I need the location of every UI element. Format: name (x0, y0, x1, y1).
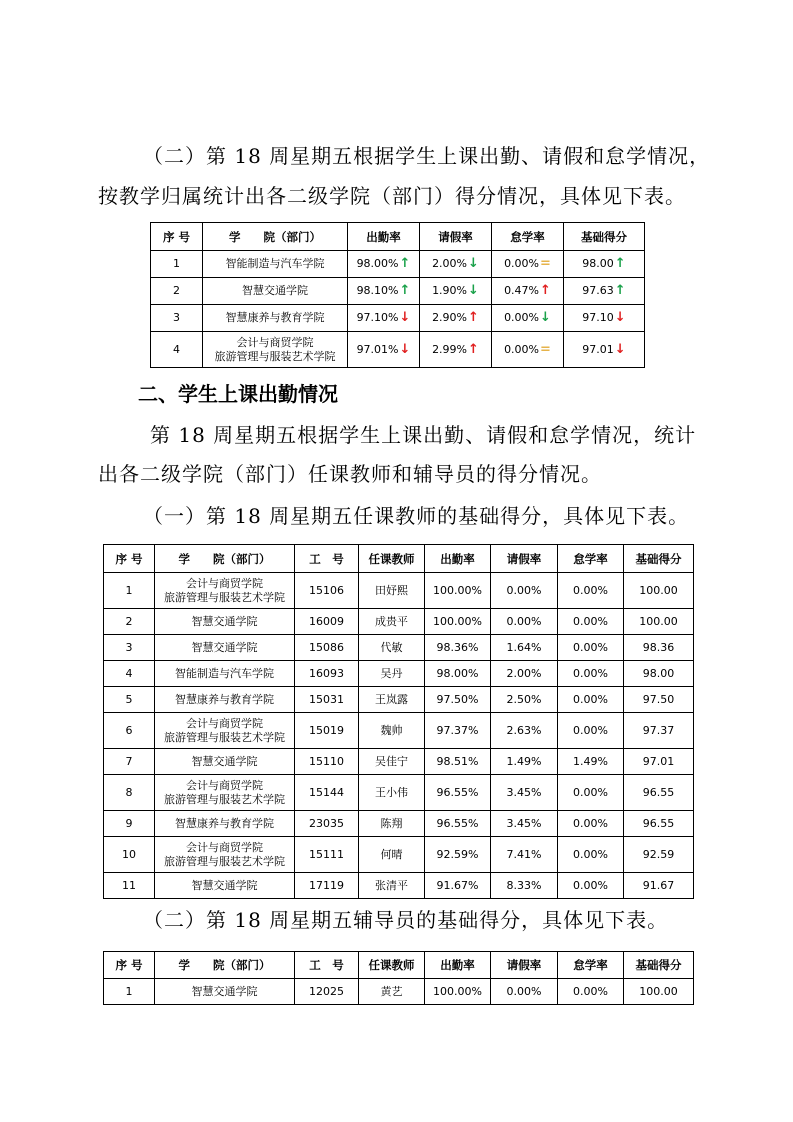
row-number: 3 (104, 635, 155, 661)
row-number: 1 (104, 573, 155, 609)
table-row (104, 749, 694, 775)
truancy-rate: 1.49% (558, 749, 624, 775)
attendance-rate: 98.00% (425, 661, 491, 687)
table3-header-cell: 任课教师 (359, 952, 425, 979)
college-cell (155, 635, 295, 661)
truancy-rate-value: 0.00% (504, 311, 540, 324)
row-number: 3 (151, 305, 203, 332)
truancy-rate: 0.00% (558, 837, 624, 873)
staff-id: 15144 (295, 775, 359, 811)
base-score-value: 97.10 (582, 311, 614, 324)
leave-rate (420, 332, 492, 368)
leave-rate: 8.33% (491, 873, 558, 899)
attendance-rate: 96.55% (425, 811, 491, 837)
arrow-up-icon: ↑ (399, 283, 411, 298)
arrow-up-icon: ↑ (399, 256, 411, 271)
truancy-rate: 0.00% (558, 687, 624, 713)
table3-header-cell: 出勤率 (425, 952, 491, 979)
attendance-rate-value: 98.00% (356, 257, 399, 270)
table2-header-cell: 怠学率 (558, 545, 624, 573)
attendance-rate: 97.50% (425, 687, 491, 713)
college-name: 智慧康养与教育学院 (175, 816, 274, 830)
arrow-up-icon: ↑ (468, 341, 479, 357)
college-cell (155, 661, 295, 687)
college-name: 会计与商贸学院 (186, 576, 263, 590)
row-number: 10 (104, 837, 155, 873)
counselor-score-table (103, 951, 694, 1005)
base-score: 91.67 (624, 873, 694, 899)
row-number: 2 (151, 278, 203, 305)
leave-rate: 0.00% (491, 609, 558, 635)
paragraph-teacher-intro: （一）第 18 周星期五任课教师的基础得分，具体见下表。 (143, 504, 690, 528)
arrow-up-icon: ↑ (540, 283, 551, 298)
teacher-name: 何晴 (359, 837, 425, 873)
table-row (151, 251, 645, 278)
arrow-up-icon: ↑ (468, 310, 479, 325)
base-score: 92.59 (624, 837, 694, 873)
college-cell (155, 573, 295, 609)
base-score (564, 332, 645, 368)
staff-id: 16009 (295, 609, 359, 635)
equal-icon: = (540, 341, 551, 357)
college-cell (155, 775, 295, 811)
row-number: 7 (104, 749, 155, 775)
table-row (104, 573, 694, 609)
attendance-rate (348, 251, 420, 278)
table3-header-cell: 基础得分 (624, 952, 694, 979)
base-score-value: 98.00 (582, 257, 614, 270)
base-score-value: 97.01 (582, 342, 614, 356)
row-number: 2 (104, 609, 155, 635)
paragraph-intro-line2: 按教学归属统计出各二级学院（部门）得分情况，具体见下表。 (98, 184, 686, 208)
leave-rate-value: 2.00% (432, 257, 468, 270)
college-cell (155, 687, 295, 713)
table2-header-cell: 序 号 (104, 545, 155, 573)
leave-rate: 0.00% (491, 573, 558, 609)
arrow-up-icon: ↑ (614, 283, 626, 298)
base-score: 97.01 (624, 749, 694, 775)
table1-header-cell: 学 院（部门） (203, 223, 348, 251)
staff-id: 17119 (295, 873, 359, 899)
staff-id: 23035 (295, 811, 359, 837)
table1-header-cell: 基础得分 (564, 223, 645, 251)
paragraph-counselor-intro: （二）第 18 周星期五辅导员的基础得分，具体见下表。 (143, 908, 669, 932)
college-name: 智慧交通学院 (191, 878, 258, 892)
college-name: 智慧交通学院 (191, 640, 258, 654)
college-cell (155, 873, 295, 899)
college-name: 会计与商贸学院 (236, 335, 314, 349)
base-score (564, 305, 645, 332)
teacher-name: 陈翔 (359, 811, 425, 837)
table1-header-cell: 序 号 (151, 223, 203, 251)
table-row (104, 635, 694, 661)
attendance-rate (348, 278, 420, 305)
college-name: 智能制造与汽车学院 (175, 666, 274, 680)
truancy-rate-value: 0.47% (504, 284, 540, 297)
teacher-score-table (103, 544, 694, 899)
staff-id: 15110 (295, 749, 359, 775)
attendance-rate-value: 98.10% (356, 284, 399, 297)
base-score: 97.50 (624, 687, 694, 713)
base-score: 97.37 (624, 713, 694, 749)
row-number: 6 (104, 713, 155, 749)
arrow-up-icon: ↑ (614, 256, 626, 271)
base-score: 100.00 (624, 979, 694, 1005)
attendance-rate-value: 97.01% (356, 342, 399, 356)
truancy-rate: 0.00% (558, 979, 624, 1005)
table-row (151, 278, 645, 305)
leave-rate-value: 1.90% (432, 284, 468, 297)
row-number: 1 (151, 251, 203, 278)
college-name: 旅游管理与服装艺术学院 (164, 590, 285, 604)
truancy-rate: 0.00% (558, 811, 624, 837)
college-name: 智慧康养与教育学院 (225, 311, 325, 324)
truancy-rate: 0.00% (558, 775, 624, 811)
staff-id: 16093 (295, 661, 359, 687)
truancy-rate (492, 278, 564, 305)
leave-rate: 1.64% (491, 635, 558, 661)
base-score: 100.00 (624, 573, 694, 609)
teacher-name: 代敏 (359, 635, 425, 661)
teacher-name: 吴佳宁 (359, 749, 425, 775)
table2-header-cell: 工 号 (295, 545, 359, 573)
truancy-rate-value: 0.00% (504, 342, 540, 356)
college-cell (155, 837, 295, 873)
table-row (104, 609, 694, 635)
row-number: 8 (104, 775, 155, 811)
truancy-rate: 0.00% (558, 573, 624, 609)
truancy-rate (492, 251, 564, 278)
leave-rate: 2.63% (491, 713, 558, 749)
table3-header-cell: 序 号 (104, 952, 155, 979)
table-row (104, 837, 694, 873)
staff-id: 15031 (295, 687, 359, 713)
truancy-rate: 0.00% (558, 873, 624, 899)
table-row (104, 873, 694, 899)
staff-id: 15111 (295, 837, 359, 873)
table-row (104, 713, 694, 749)
attendance-rate (348, 305, 420, 332)
college-cell (155, 811, 295, 837)
table2-header-cell: 基础得分 (624, 545, 694, 573)
college-name: 旅游管理与服装艺术学院 (214, 349, 336, 363)
table-row (104, 811, 694, 837)
teacher-name: 王岚露 (359, 687, 425, 713)
leave-rate: 7.41% (491, 837, 558, 873)
attendance-rate-value: 97.10% (356, 311, 399, 324)
paragraph-intro-line1: （二）第 18 周星期五根据学生上课出勤、请假和怠学情况， (143, 144, 711, 168)
truancy-rate (492, 305, 564, 332)
arrow-down-icon: ↓ (468, 283, 479, 298)
base-score: 98.00 (624, 661, 694, 687)
truancy-rate: 0.00% (558, 713, 624, 749)
leave-rate: 1.49% (491, 749, 558, 775)
college-cell (203, 305, 348, 332)
row-number: 11 (104, 873, 155, 899)
teacher-name: 魏帅 (359, 713, 425, 749)
college-name: 智慧交通学院 (242, 284, 308, 297)
paragraph-section-line2: 出各二级学院（部门）任课教师和辅导员的得分情况。 (98, 462, 602, 486)
truancy-rate: 0.00% (558, 635, 624, 661)
truancy-rate (492, 332, 564, 368)
arrow-down-icon: ↓ (614, 341, 626, 357)
attendance-rate (348, 332, 420, 368)
arrow-down-icon: ↓ (399, 341, 411, 357)
arrow-down-icon: ↓ (540, 310, 551, 325)
staff-id: 15086 (295, 635, 359, 661)
staff-id: 12025 (295, 979, 359, 1005)
row-number: 4 (151, 332, 203, 368)
leave-rate: 3.45% (491, 775, 558, 811)
table-row (104, 687, 694, 713)
leave-rate-value: 2.99% (432, 342, 468, 356)
table2-header-cell: 出勤率 (425, 545, 491, 573)
base-score (564, 278, 645, 305)
college-cell (155, 749, 295, 775)
leave-rate (420, 251, 492, 278)
arrow-down-icon: ↓ (468, 256, 479, 271)
table1-header-cell: 请假率 (420, 223, 492, 251)
leave-rate (420, 305, 492, 332)
attendance-rate: 92.59% (425, 837, 491, 873)
attendance-rate: 97.37% (425, 713, 491, 749)
table-row (151, 305, 645, 332)
leave-rate: 3.45% (491, 811, 558, 837)
base-score (564, 251, 645, 278)
base-score: 96.55 (624, 811, 694, 837)
college-name: 旅游管理与服装艺术学院 (164, 792, 285, 806)
base-score: 98.36 (624, 635, 694, 661)
truancy-rate-value: 0.00% (504, 257, 540, 270)
truancy-rate: 0.00% (558, 609, 624, 635)
base-score: 100.00 (624, 609, 694, 635)
college-cell (155, 713, 295, 749)
college-cell (155, 609, 295, 635)
staff-id: 15019 (295, 713, 359, 749)
college-score-table (150, 222, 645, 368)
leave-rate: 0.00% (491, 979, 558, 1005)
equal-icon: = (540, 256, 551, 271)
leave-rate: 2.50% (491, 687, 558, 713)
paragraph-section-line1: 第 18 周星期五根据学生上课出勤、请假和怠学情况，统计 (150, 423, 697, 447)
attendance-rate: 100.00% (425, 609, 491, 635)
college-cell (203, 278, 348, 305)
base-score: 96.55 (624, 775, 694, 811)
staff-id: 15106 (295, 573, 359, 609)
college-name: 智能制造与汽车学院 (225, 257, 325, 270)
attendance-rate: 98.36% (425, 635, 491, 661)
leave-rate: 2.00% (491, 661, 558, 687)
college-name: 旅游管理与服装艺术学院 (164, 730, 285, 744)
attendance-rate: 96.55% (425, 775, 491, 811)
table3-header-cell: 请假率 (491, 952, 558, 979)
table2-header-cell: 请假率 (491, 545, 558, 573)
college-name: 智慧交通学院 (191, 754, 258, 768)
table1-header-cell: 怠学率 (492, 223, 564, 251)
row-number: 1 (104, 979, 155, 1005)
college-cell (203, 251, 348, 278)
row-number: 5 (104, 687, 155, 713)
college-name: 智慧康养与教育学院 (175, 692, 274, 706)
table3-header-cell: 工 号 (295, 952, 359, 979)
row-number: 9 (104, 811, 155, 837)
attendance-rate: 100.00% (425, 573, 491, 609)
base-score-value: 97.63 (582, 284, 614, 297)
teacher-name: 田妤熙 (359, 573, 425, 609)
teacher-name: 成贵平 (359, 609, 425, 635)
table1-header-cell: 出勤率 (348, 223, 420, 251)
leave-rate (420, 278, 492, 305)
table3-header-cell: 怠学率 (558, 952, 624, 979)
college-name: 会计与商贸学院 (186, 716, 263, 730)
attendance-rate: 91.67% (425, 873, 491, 899)
college-name: 旅游管理与服装艺术学院 (164, 854, 285, 868)
table2-header-cell: 任课教师 (359, 545, 425, 573)
section-heading-attendance: 二、学生上课出勤情况 (138, 382, 338, 406)
attendance-rate: 100.00% (425, 979, 491, 1005)
college-name: 智慧交通学院 (191, 614, 258, 628)
college-name: 会计与商贸学院 (186, 778, 263, 792)
leave-rate-value: 2.90% (432, 311, 468, 324)
table2-header-cell: 学 院（部门） (155, 545, 295, 573)
teacher-name: 吴丹 (359, 661, 425, 687)
truancy-rate: 0.00% (558, 661, 624, 687)
teacher-name: 张清平 (359, 873, 425, 899)
table3-header-cell: 学 院（部门） (155, 952, 295, 979)
row-number: 4 (104, 661, 155, 687)
table-row (104, 979, 694, 1005)
teacher-name: 王小伟 (359, 775, 425, 811)
table-row (104, 661, 694, 687)
college-name: 智慧交通学院 (191, 984, 258, 998)
attendance-rate: 98.51% (425, 749, 491, 775)
college-cell (203, 332, 348, 368)
college-name: 会计与商贸学院 (186, 840, 263, 854)
table-row (104, 775, 694, 811)
teacher-name: 黄艺 (359, 979, 425, 1005)
college-cell (155, 979, 295, 1005)
table-row (151, 332, 645, 368)
arrow-down-icon: ↓ (614, 310, 626, 325)
arrow-down-icon: ↓ (399, 310, 411, 325)
